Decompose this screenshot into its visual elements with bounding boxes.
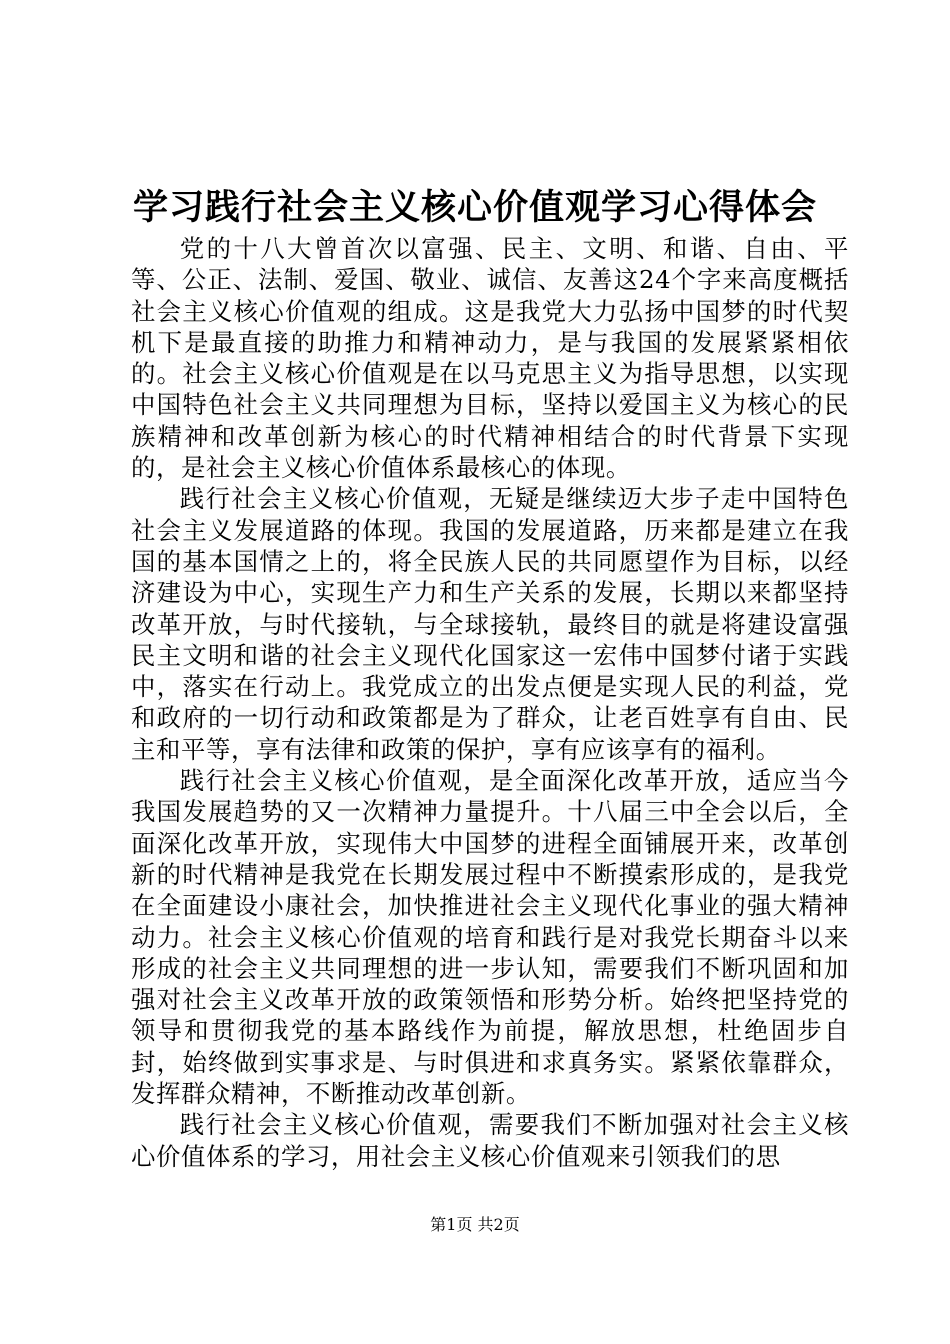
page-footer: 第1页 共2页	[430, 1215, 520, 1234]
document-body	[131, 233, 849, 1172]
paragraph-1: 党的十八大曾首次以富强、民主、文明、和谐、自由、平等、公正、法制、爱国、敬业、诚信、友善这24个字来高度概括社会主义核心价值观的组成。这是我党大力弘扬中国梦的时代契机下是最直接的助推力和精神动力，是与我国的发展紧紧相依的。社会主义核心价值观是在以马克思主义为指导思想，以实现中国特色社会主义共同理想为目标，坚持以爱国主义为核心的民族精神和改革创新为核心的时代精神相结合的时代背景下实现的，是社会主义核心价值体系最核心的体现。	[131, 234, 849, 483]
paragraph-3: 践行社会主义核心价值观，是全面深化改革开放，适应当今我国发展趋势的又一次精神力量提升。十八届三中全会以后，全面深化改革开放，实现伟大中国梦的进程全面铺展开来，改革创新的时代精神是我党在长期发展过程中不断摸索形成的，是我党在全面建设小康社会，加快推进社会主义现代化事业的强大精神动力。社会主义核心价值观的培育和践行是对我党长期奋斗以来形成的社会主义共同理想的进一步认知，需要我们不断巩固和加强对社会主义改革开放的政策领悟和形势分析。始终把坚持党的领导和贯彻我党的基本路线作为前提，解放思想，杜绝固步自封，始终做到实事求是、与时俱进和求真务实。紧紧依靠群众，发挥群众精神，不断推动改革创新。	[131, 766, 849, 1109]
document-title: 学习践行社会主义核心价值观学习心得体会	[132, 187, 817, 228]
paragraph-4: 践行社会主义核心价值观，需要我们不断加强对社会主义核心价值体系的学习，用社会主义核心价值观来引领我们的思	[131, 1110, 849, 1171]
paragraph-2: 践行社会主义核心价值观，无疑是继续迈大步子走中国特色社会主义发展道路的体现。我国的发展道路，历来都是建立在我国的基本国情之上的，将全民族人民的共同愿望作为目标，以经济建设为中心，实现生产力和生产关系的发展，长期以来都坚持改革开放，与时代接轨，与全球接轨，最终目的就是将建设富强民主文明和谐的社会主义现代化国家这一宏伟中国梦付诸于实践中，落实在行动上。我党成立的出发点便是实现人民的利益，党和政府的一切行动和政策都是为了群众，让老百姓享有自由、民主和平等，享有法律和政策的保护，享有应该享有的福利。	[131, 484, 849, 764]
